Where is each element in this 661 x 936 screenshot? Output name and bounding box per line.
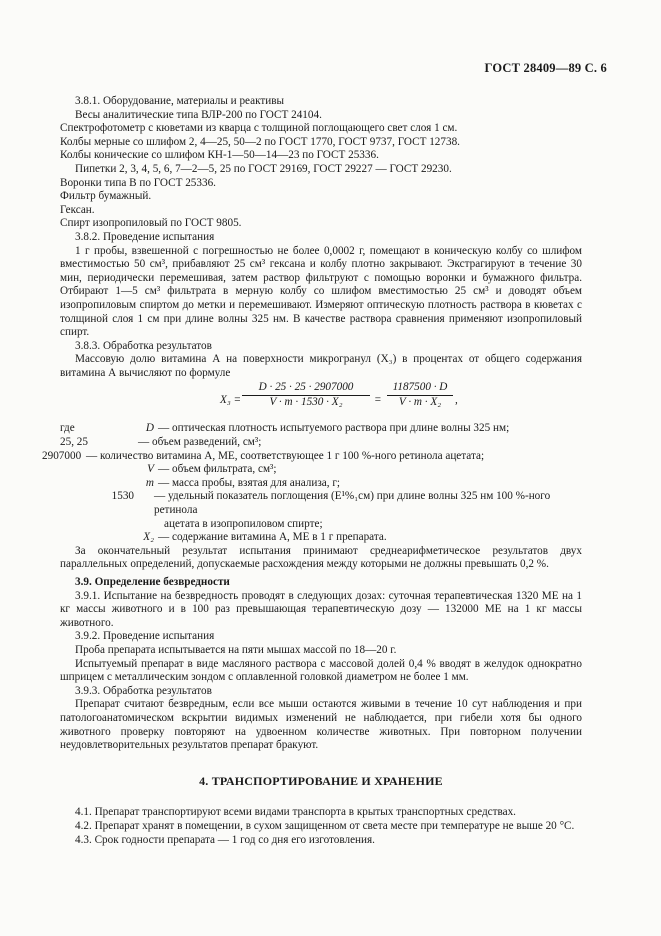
definition-row (60, 518, 582, 532)
formula-lhs: X₃ = (220, 394, 242, 407)
formula-equals: = (374, 394, 382, 407)
section-3-9-3-heading: 3.9.3. Обработка результатов (75, 684, 212, 697)
definition-text: — объем фильтрата, см³; (158, 463, 277, 476)
definition-key: m (145, 476, 154, 489)
definition-text: — удельный показатель поглощения (E¹%₁см) при длине волны 325 нм 100 %-ного ретинола (154, 490, 551, 517)
definition-text: — оптическая плотность испытуемого раствора при длине волны 325 нм; (158, 422, 510, 435)
definition-text: — масса пробы, взятая для анализа, г; (158, 476, 341, 489)
definition-row (60, 463, 582, 477)
definition-key (60, 518, 164, 532)
where-label: где (60, 422, 75, 435)
definition-row (60, 531, 582, 545)
equipment-item: Фильтр бумажный. (60, 190, 152, 203)
definition-text: ацетата в изопропиловом спирте; (164, 517, 323, 530)
equipment-item: Пипетки 2, 3, 4, 5, 6, 7—2—5, 25 по ГОСТ 29169, ГОСТ 29227 — ГОСТ 29230. (75, 162, 452, 175)
definition-row (42, 449, 582, 464)
equipment-item: Весы аналитические типа ВЛР-200 по ГОСТ 24104. (75, 108, 322, 121)
section-3-8-2-text: 1 г пробы, взвешенной с погрешностью не более 0,0002 г, помещают в коническую колбу со шлифом вместимостью 50 см³, прибавляют 25 см³ гексана и колбу плотно закрывают. Экстрагируют в течение 30 мин, периодически перемешивая, затем раствор фильтруют с помощью воронки и бумажного фильтра. Отбирают 1—5 см³ фильтрата в мерную колбу со шлифом вместимостью 25 см³ и доводят объем изопропиловым спиртом до метки и перемешивают. Измеряют оптическую плотность раствора в кюветах с толщиной слоя 1 см при длине волны 325 нм. В качестве раствора сравнения применяют изопропиловый спирт. (60, 244, 582, 339)
definition-key: 1530 (111, 490, 134, 503)
page-header: ГОСТ 28409—89 С. 6 (484, 61, 607, 75)
formula-x3 (60, 381, 582, 419)
final-result-text: За окончательный результат испытания принимают среднеарифметическое результатов двух параллельных определений, допускаемые расхождения между которыми не должны превышать 0,2 %. (60, 544, 582, 571)
formula-numerator-2: 1187500 · D (387, 381, 453, 396)
definition-key: 25, 25 (60, 436, 88, 449)
definition-row (60, 477, 582, 491)
equipment-item: Воронки типа В по ГОСТ 25336. (60, 176, 216, 189)
formula-denominator-1: V · m · 1530 · X₂ (269, 396, 343, 409)
section-3-8-1-heading: 3.8.1. Оборудование, материалы и реактивы (75, 95, 285, 107)
definition-key: D (145, 422, 154, 435)
definition-row (60, 436, 582, 450)
section-3-9-2-text-a: Проба препарата испытывается на пяти мышах массой по 18—20 г. (75, 643, 397, 656)
definition-key: V (147, 463, 154, 476)
section-3-8-3-heading: 3.8.3. Обработка результатов (75, 339, 212, 352)
definition-text: — содержание витамина А, МЕ в 1 г препарата. (158, 531, 387, 544)
formula-fraction-2 (387, 381, 453, 409)
section-4-heading: 4. ТРАНСПОРТИРОВАНИЕ И ХРАНЕНИЕ (199, 773, 443, 788)
definition-key: 2907000 (42, 449, 82, 462)
section-3-9-3-text: Препарат считают безвредным, если все мыши остаются живыми в течение 10 сут наблюдения и при патологоанатомическом вскрытии видимых изменений не наблюдается, при гибели хотя бы одного животного проверку повторяют на удвоенном количестве животных. При повторном получении неудовлетворительных результатов препарат бракуют. (60, 698, 582, 752)
definition-row (60, 490, 582, 517)
section-3-8-2-heading: 3.8.2. Проведение испытания (75, 230, 215, 243)
equipment-item: Колбы мерные со шлифом 2, 4—25, 50—2 по ГОСТ 1770, ГОСТ 9737, ГОСТ 12738. (60, 135, 460, 148)
definition-key: X₂ (143, 531, 154, 544)
section-4-2-text: 4.2. Препарат хранят в помещении, в сухом защищенном от света месте при температуре не выше 20 °С. (75, 819, 575, 832)
definition-text: — объем разведений, см³; (138, 436, 262, 449)
formula-definitions (42, 422, 582, 544)
section-3-9-2-text-b: Испытуемый препарат в виде масляного раствора с массовой долей 0,4 % вводят в желудок однократно шприцем с металлическим зондом с оплавленной головкой диаметром не более 1 мм. (60, 657, 582, 684)
section-3-9-1-text: 3.9.1. Испытание на безвредность проводят в следующих дозах: суточная терапевтическая 1320 МЕ на 1 кг массы животного и в 100 раз превышающая терапевтическую дозу — 132000 МЕ на 1 кг массы животного. (60, 589, 582, 629)
section-3-9-heading: 3.9. Определение безвредности (75, 576, 230, 588)
equipment-item: Спектрофотометр с кюветами из кварца с толщиной поглощающего свет слоя 1 см. (60, 122, 458, 135)
section-3-8-3-text: Массовую долю витамина А на поверхности микрогранул (X₃) в процентах от общего содержания витамина А вычисляют по формуле (60, 353, 582, 379)
equipment-item: Гексан. (60, 203, 95, 216)
definition-text: — количество витамина А, МЕ, соответствующее 1 г 100 %-ного ретинола ацетата; (86, 449, 485, 462)
section-4-1-text: 4.1. Препарат транспортируют всеми видами транспорта в крытых транспортных средствах. (75, 806, 516, 819)
page-content (42, 95, 582, 847)
formula-denominator-2: V · m · X₂ (398, 396, 442, 409)
section-4-3-text: 4.3. Срок годности препарата — 1 год со дня его изготовления. (75, 833, 375, 846)
formula-fraction-1 (242, 381, 370, 409)
formula-comma: , (455, 394, 458, 407)
equipment-item: Колбы конические со шлифом КН-1—50—14—23 по ГОСТ 25336. (60, 149, 379, 162)
equipment-item: Спирт изопропиловый по ГОСТ 9805. (60, 217, 242, 230)
section-3-9-2-heading: 3.9.2. Проведение испытания (75, 630, 215, 643)
definition-row (60, 422, 582, 436)
formula-numerator-1: D · 25 · 25 · 2907000 (242, 381, 370, 396)
